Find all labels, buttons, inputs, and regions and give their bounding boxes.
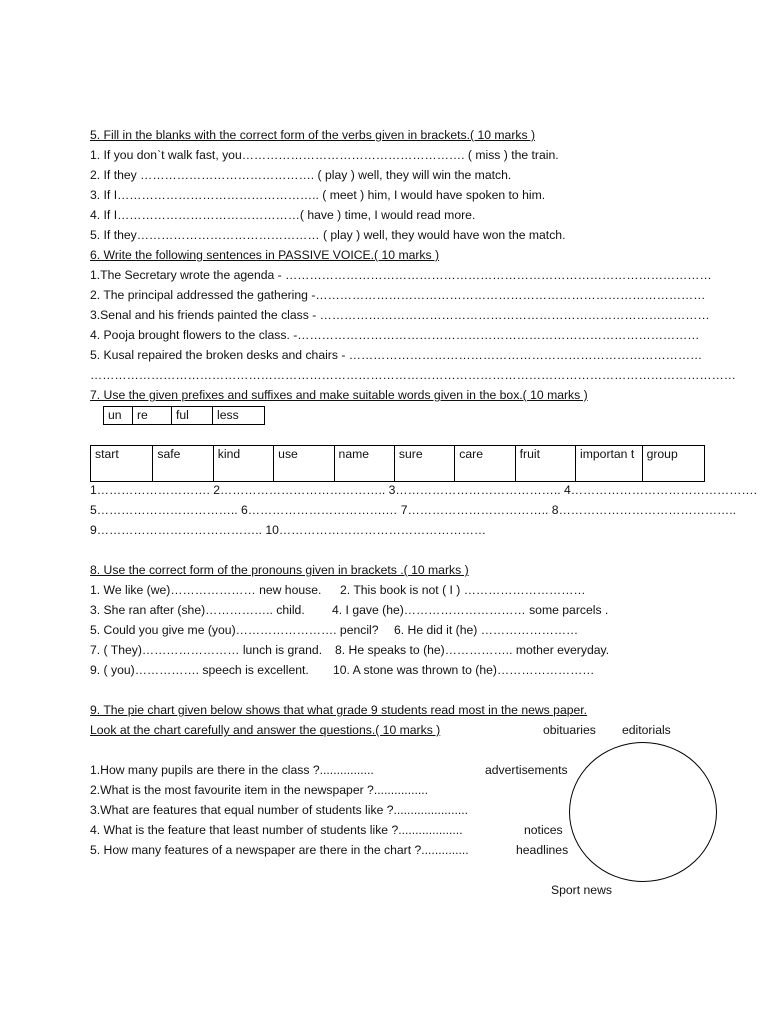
q9-question-3: 3.What are features that equal number of students like ?...................... [90,803,469,817]
pie-label-headlines: headlines [516,843,569,857]
q6-heading: 6. Write the following sentences in PASSIVE VOICE.( 10 marks ) [90,248,440,262]
pie-chart-circle [569,742,717,882]
affix-cell: less [213,407,265,425]
q7-answer-line-2: 5…………………………….. 6…………………………….… 7…………………………….. 8…………………………………….. [90,503,736,517]
pie-label-sport-news: Sport news [551,883,612,897]
q8-item: 5. Could you give me (you)……………………. pencil? [90,623,379,637]
affix-cell: ful [172,407,213,425]
q7-answer-line-1: 1………………………. 2………………………………….. 3………………………………….. 4………………………………………. [90,483,757,497]
q9-question-4: 4. What is the feature that least number of students like ?................... [90,823,463,837]
pie-label-editorials: editorials [622,723,671,737]
q8-item: 8. He speaks to (he)…………….. mother everyday. [335,643,610,657]
pie-label-advertisements: advertisements [485,763,568,777]
q5-item-2: 2. If they ……………………………………. ( play ) well, they will win the match. [90,168,512,182]
q5-item-1: 1. If you don`t walk fast, you………………………………………………. ( miss ) the train. [90,148,559,162]
pie-label-notices: notices [524,823,563,837]
q8-item: 3. She ran after (she)…………….. child. [90,603,305,617]
affix-cell: un [104,407,133,425]
q6-item-4: 4. Pooja brought flowers to the class. -……………………………………………………………………………………… [90,328,700,342]
q9-heading-2: Look at the chart carefully and answer the questions.( 10 marks ) [90,723,441,737]
q8-heading: 8. Use the correct form of the pronouns given in brackets .( 10 marks ) [90,563,469,577]
word-cell: fruit [515,446,575,482]
word-cell: group [642,446,704,482]
q8-item: 1. We like (we)………………… new house. [90,583,322,597]
q6-blank-line: …………………………………………………………………………………………………………………………………………… [90,368,736,382]
q5-heading: 5. Fill in the blanks with the correct form of the verbs given in brackets.( 10 marks ) [90,128,536,142]
q6-item-2: 2. The principal addressed the gathering -…………………………………………………………………………………… [90,288,706,302]
q6-item-5: 5. Kusal repaired the broken desks and chairs - …………………………………………………………………………… [90,348,703,362]
q9-question-2: 2.What is the most favourite item in the newspaper ?................ [90,783,429,797]
q8-item: 9. ( you)……………. speech is excellent. [90,663,309,677]
pie-label-obituaries: obituaries [543,723,596,737]
q5-item-3: 3. If I………………………………………….. ( meet ) him, I would have spoken to him. [90,188,546,202]
q7-answer-line-3: 9………………………………….. 10…………………………………………… [90,523,487,537]
q7-heading: 7. Use the given prefixes and suffixes and make suitable words given in the box.( 10 marks ) [90,388,588,402]
q8-item: 10. A stone was thrown to (he)…………………… [333,663,595,677]
q5-item-4: 4. If I………………………………………( have ) time, I would read more. [90,208,476,222]
word-cell: name [334,446,394,482]
affix-box [103,406,265,425]
word-cell: safe [153,446,213,482]
affix-cell: re [133,407,172,425]
q8-item: 2. This book is not ( I ) ………………………… [340,583,586,597]
q6-item-3: 3.Senal and his friends painted the class - …………………………………………………………………………………… [90,308,710,322]
q8-item: 6. He did it (he) …………………… [394,623,579,637]
q6-item-1: 1.The Secretary wrote the agenda - …………………………………………………………………………………………… [90,268,712,282]
q9-heading-1: 9. The pie chart given below shows that what grade 9 students read most in the news paper. [90,703,588,717]
q8-item: 4. I gave (he)………………………… some parcels . [332,603,609,617]
word-box [90,445,705,482]
q5-item-5: 5. If they……………………………………… ( play ) well, they would have won the match. [90,228,566,242]
word-cell: use [274,446,334,482]
word-cell: sure [394,446,454,482]
q9-question-1: 1.How many pupils are there in the class ?................ [90,763,374,777]
word-cell: care [455,446,515,482]
word-cell: kind [213,446,273,482]
word-cell: start [91,446,153,482]
word-cell: importan t [576,446,643,482]
q9-question-5: 5. How many features of a newspaper are there in the chart ?.............. [90,843,469,857]
q8-item: 7. ( They)…………………… lunch is grand. [90,643,323,657]
